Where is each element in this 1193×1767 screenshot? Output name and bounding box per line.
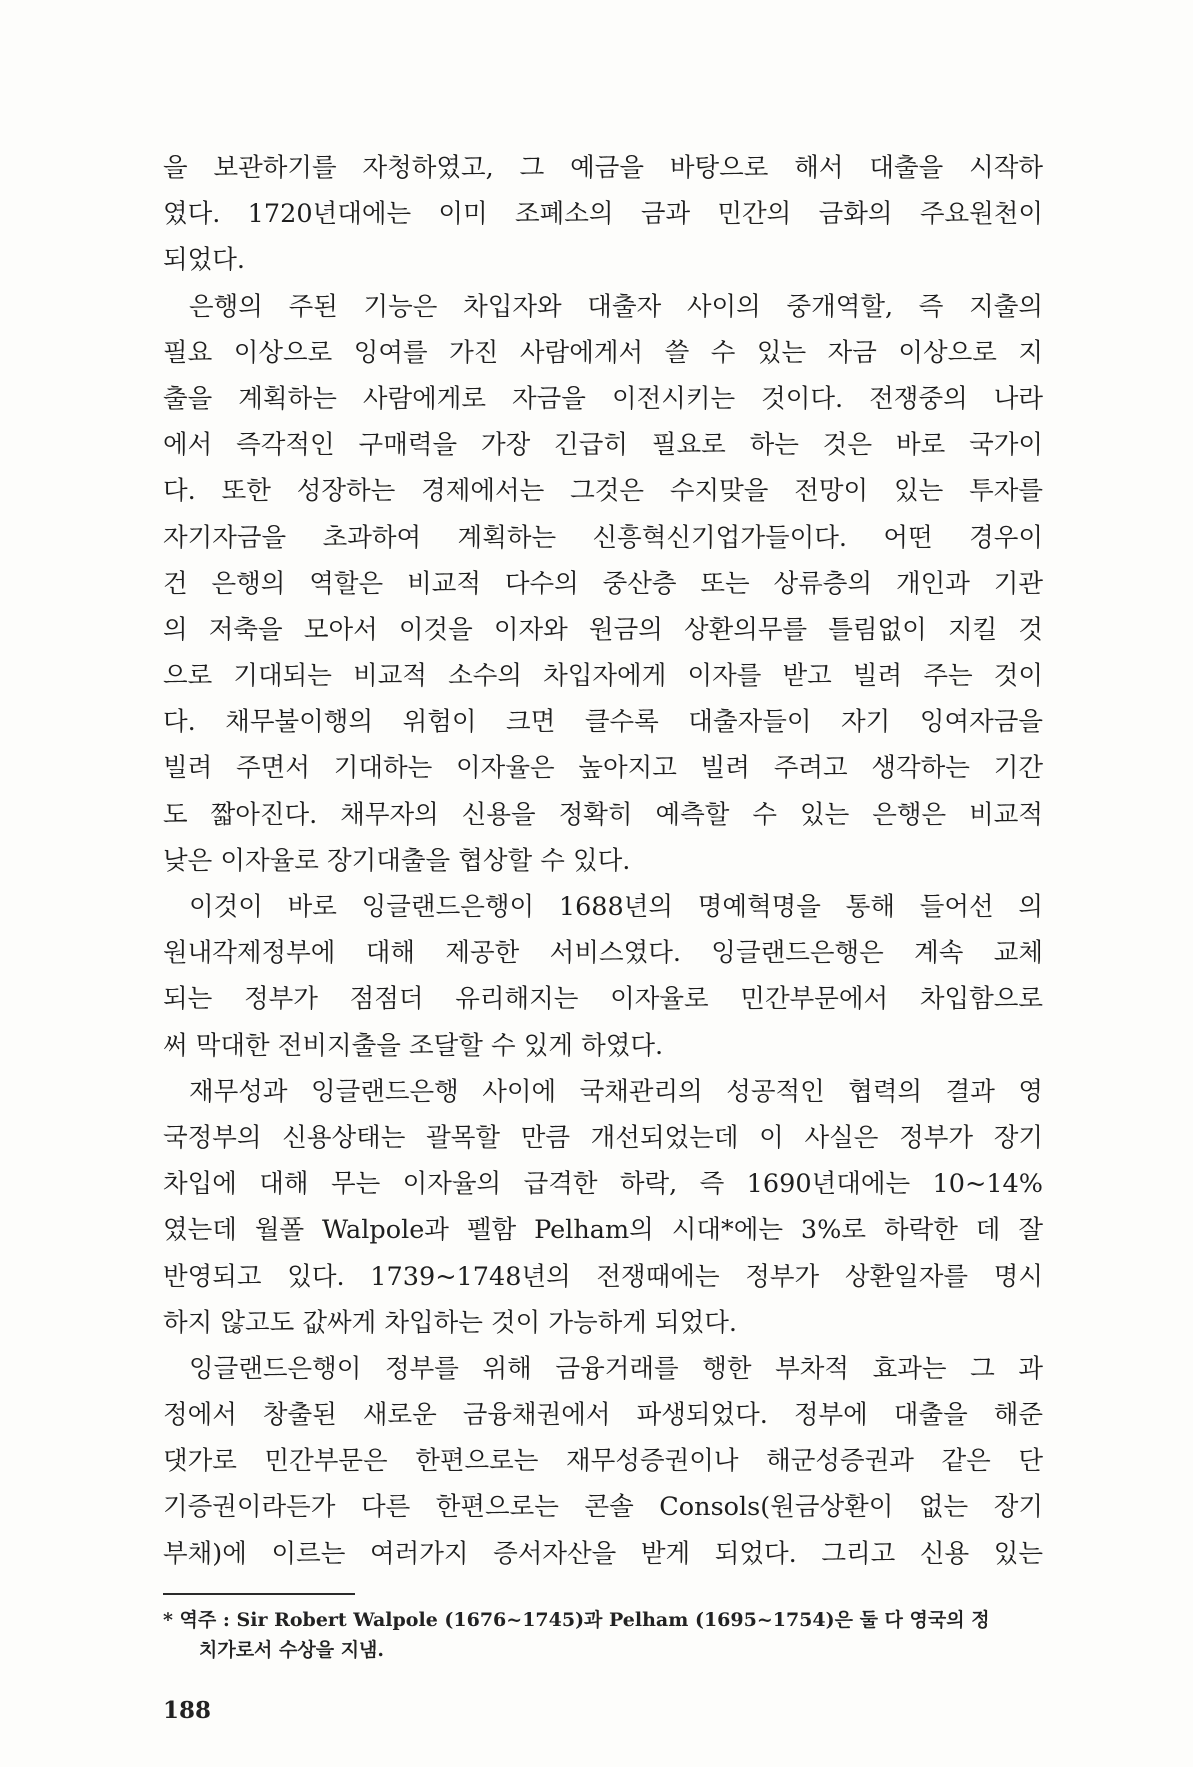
body-line: 원내각제정부에 대해 제공한 서비스였다. 잉글랜드은행은 계속 교체 (163, 938, 1043, 969)
body-line: 기증권이라든가 다른 한편으로는 콘솔 Consols(원금상환이 없는 장기 (163, 1492, 1043, 1523)
body-line: 도 짧아진다. 채무자의 신용을 정확히 예측할 수 있는 은행은 비교적 (163, 799, 1043, 830)
body-line: 반영되고 있다. 1739~1748년의 전쟁때에는 정부가 상환일자를 명시 (163, 1261, 1043, 1292)
body-line: 써 막대한 전비지출을 조달할 수 있게 하였다. (163, 1030, 664, 1061)
body-line: 댓가로 민간부문은 한편으로는 재무성증권이나 해군성증권과 같은 단 (163, 1446, 1043, 1477)
body-line: 재무성과 잉글랜드은행 사이에 국채관리의 성공적인 협력의 결과 영 (189, 1076, 1043, 1107)
footnote-divider (163, 1593, 355, 1595)
footnote-line: * 역주 : Sir Robert Walpole (1676~1745)과 Pelham (1695~1754)은 둘 다 영국의 정 (163, 1609, 990, 1631)
body-line: 였다. 1720년대에는 이미 조폐소의 금과 민간의 금화의 주요원천이 (163, 199, 1043, 230)
body-line: 자기자금을 초과하여 계획하는 신흥혁신기업가들이다. 어떤 경우이 (163, 522, 1043, 553)
body-line: 으로 기대되는 비교적 소수의 차입자에게 이자를 받고 빌려 주는 것이 (163, 661, 1043, 692)
body-line: 은행의 주된 기능은 차입자와 대출자 사이의 중개역할, 즉 지출의 (189, 291, 1043, 322)
body-line: 빌려 주면서 기대하는 이자율은 높아지고 빌려 주려고 생각하는 기간 (163, 753, 1043, 784)
body-line: 였는데 월폴 Walpole과 펠함 Pelham의 시대*에는 3%로 하락한 데 잘 (163, 1215, 1043, 1246)
body-line: 잉글랜드은행이 정부를 위해 금융거래를 행한 부차적 효과는 그 과 (189, 1353, 1043, 1384)
body-line: 다. 채무불이행의 위험이 크면 클수록 대출자들이 자기 잉여자금을 (163, 707, 1043, 738)
body-line: 의 저축을 모아서 이것을 이자와 원금의 상환의무를 틀림없이 지킬 것 (163, 614, 1043, 645)
body-line: 하지 않고도 값싸게 차입하는 것이 가능하게 되었다. (163, 1307, 738, 1338)
body-line: 낮은 이자율로 장기대출을 협상할 수 있다. (163, 845, 631, 876)
body-line: 을 보관하기를 자청하였고, 그 예금을 바탕으로 해서 대출을 시작하 (163, 153, 1043, 183)
body-line: 이것이 바로 잉글랜드은행이 1688년의 명예혁명을 통해 들어선 의 (189, 892, 1043, 922)
body-line: 되었다. (163, 245, 246, 276)
body-line: 건 은행의 역할은 비교적 다수의 중산층 또는 상류층의 개인과 기관 (163, 568, 1043, 599)
body-line: 차입에 대해 무는 이자율의 급격한 하락, 즉 1690년대에는 10~14% (163, 1169, 1043, 1200)
body-line: 에서 즉각적인 구매력을 가장 긴급히 필요로 하는 것은 바로 국가이 (163, 430, 1043, 461)
page-number: 188 (163, 1697, 212, 1724)
body-line: 필요 이상으로 잉여를 가진 사람에게서 쓸 수 있는 자금 이상으로 지 (163, 337, 1043, 368)
body-line: 부채)에 이르는 여러가지 증서자산을 받게 되었다. 그리고 신용 있는 (163, 1538, 1043, 1569)
body-line: 국정부의 신용상태는 괄목할 만큼 개선되었는데 이 사실은 정부가 장기 (163, 1122, 1043, 1153)
body-line: 되는 정부가 점점더 유리해지는 이자율로 민간부문에서 차입함으로 (163, 984, 1043, 1015)
footnote (163, 1605, 1043, 1665)
body-line: 다. 또한 성장하는 경제에서는 그것은 수지맞을 전망이 있는 투자를 (163, 476, 1043, 507)
body-text (163, 145, 1043, 1577)
footnote-line: 치가로서 수상을 지냄. (199, 1639, 385, 1661)
body-line: 출을 계획하는 사람에게로 자금을 이전시키는 것이다. 전쟁중의 나라 (163, 383, 1043, 414)
body-line: 정에서 창출된 새로운 금융채권에서 파생되었다. 정부에 대출을 해준 (163, 1400, 1043, 1431)
